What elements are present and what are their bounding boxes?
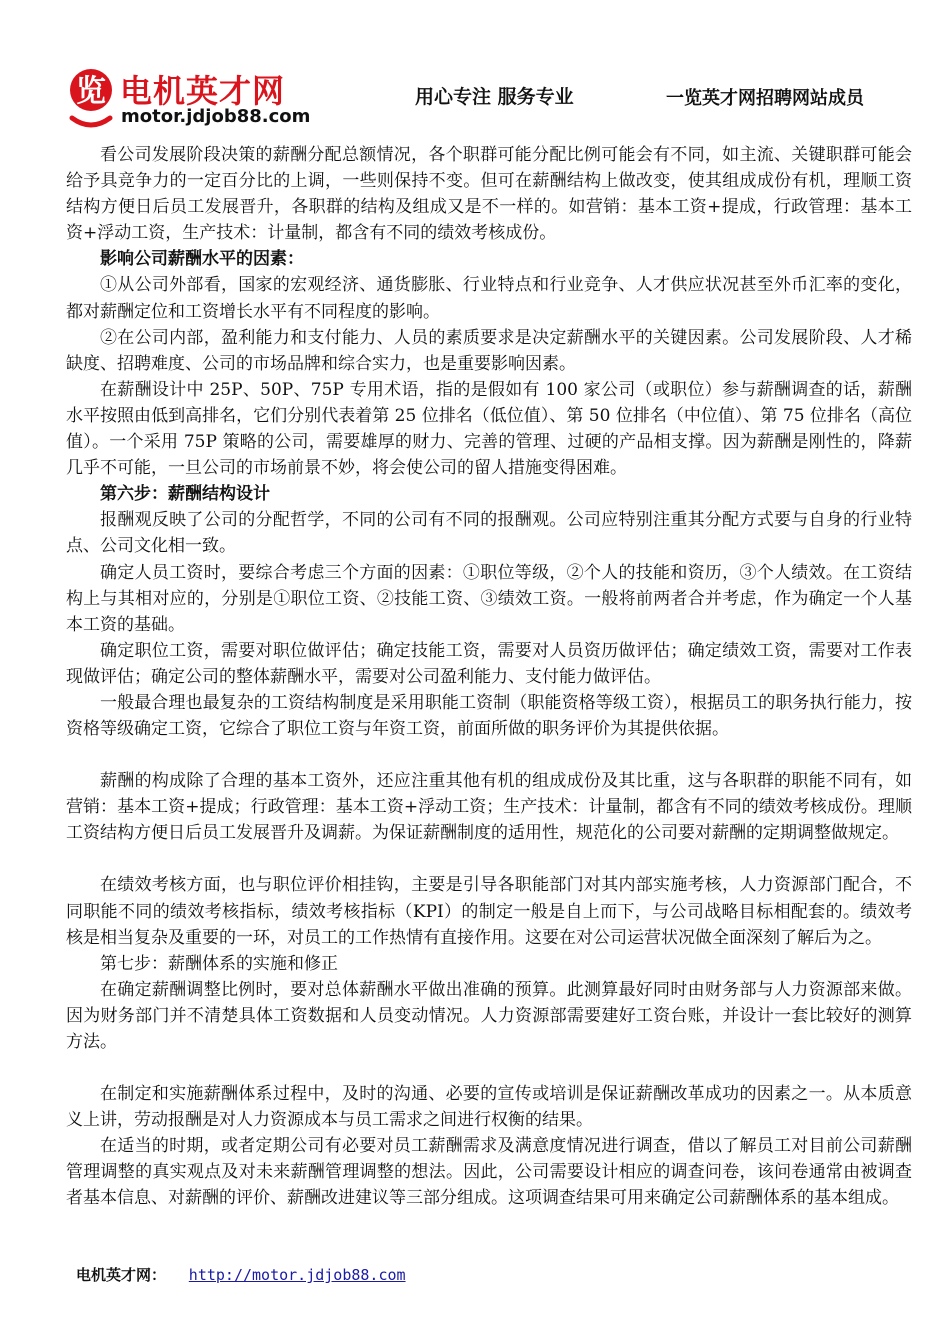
logo-brand-name: 电机英才网 [120, 72, 286, 110]
paragraph: ②在公司内部，盈利能力和支付能力、人员的素质要求是决定薪酬水平的关键因素。公司发展阶段、人才稀缺度、招聘难度、公司的市场品牌和综合实力，也是重要影响因素。 [66, 327, 912, 374]
paragraph: 在制定和实施薪酬体系过程中，及时的沟通、必要的宣传或培训是保证薪酬改革成功的因素之一。从本质意义上讲，劳动报酬是对人力资源成本与员工需求之间进行权衡的结果。 [66, 1084, 912, 1131]
section-heading: 影响公司薪酬水平的因素： [100, 249, 304, 270]
header-slogan: 用心专注 服务专业 [415, 86, 574, 108]
paragraph-spacer [66, 1055, 912, 1081]
logo-glyph: 览 [76, 74, 106, 109]
section-heading: 第六步：薪酬结构设计 [100, 484, 270, 505]
paragraph: 一般最合理也最复杂的工资结构制度是采用职能工资制（职能资格等级工资），根据员工的职务执行能力，按资格等级确定工资，它综合了职位工资与年资工资，前面所做的职务评价为其提供依据。 [66, 692, 912, 740]
paragraph: 在薪酬设计中 25P、50P、75P 专用术语，指的是假如有 100 家公司（或职位）参与薪酬调查的话，薪酬水平按照由低到高排名，它们分别代表着第 25 位排名（低位值）、第 50 位排名（中位值）、第 75 位排名（高位值）。一个采用 75P 策略的公司，需要雄厚的财力、完善的管理、过硬的产品相支撑。因为薪酬是刚性的，降薪几乎不可能，一旦公司的市场前景不妙，将会使公司的留人措施变得困难。 [66, 379, 912, 479]
paragraph: 第七步：薪酬体系的实施和修正 [100, 953, 338, 974]
paragraph-spacer [66, 742, 912, 768]
paragraph: 在确定薪酬调整比例时，要对总体薪酬水平做出准确的预算。此测算最好同时由财务部与人力资源部来做。因为财务部门并不清楚具体工资数据和人员变动情况。人力资源部需要建好工资台账，并设计一套比较好的测算方法。 [66, 979, 912, 1052]
site-logo[interactable] [64, 60, 324, 140]
footer-label: 电机英才网： [76, 1266, 167, 1284]
paragraph: 确定职位工资，需要对职位做评估；确定技能工资，需要对人员资历做评估；确定绩效工资，需要对工作表现做评估；确定公司的整体薪酬水平，需要对公司盈利能力、支付能力做评估。 [66, 640, 912, 687]
article-body [66, 142, 912, 1212]
logo-url: motor.jdjob88.com [121, 106, 311, 127]
paragraph: ①从公司外部看，国家的宏观经济、通货膨胀、行业特点和行业竞争、人才供应状况甚至外币汇率的变化，都对薪酬定位和工资增长水平有不同程度的影响。 [66, 275, 912, 322]
footer-link[interactable]: http://motor.jdjob88.com [188, 1266, 406, 1284]
paragraph: 看公司发展阶段决策的薪酬分配总额情况，各个职群可能分配比例可能会有不同，如主流、关键职群可能会给予具竞争力的一定百分比的上调，一些则保持不变。但可在薪酬结构上做改变，使其组成成份有机，理顺工资结构方便日后员工发展晋升，各职群的结构及组成又是不一样的。如营销：基本工资+提成，行政管理：基本工资+浮动工资，生产技术：计量制，都含有不同的绩效考核成份。 [66, 145, 912, 244]
paragraph: 在绩效考核方面，也与职位评价相挂钩，主要是引导各职能部门对其内部实施考核，人力资源部门配合，不同职能不同的绩效考核指标，绩效考核指标（KPI）的制定一般是自上而下，与公司战略目标相配套的。绩效考核是相当复杂及重要的一环，对员工的工作热情有直接作用。这要在对公司运营状况做全面深刻了解后为之。 [66, 875, 912, 948]
page-footer [76, 1264, 406, 1285]
paragraph: 在适当的时期，或者定期公司有必要对员工薪酬需求及满意度情况进行调查，借以了解员工对目前公司薪酬管理调整的真实观点及对未来薪酬管理调整的想法。因此，公司需要设计相应的调查问卷，该问卷通常由被调查者基本信息、对薪酬的评价、薪酬改进建议等三部分组成。这项调查结果可用来确定公司薪酬体系的基本组成。 [66, 1136, 912, 1209]
paragraph: 报酬观反映了公司的分配哲学，不同的公司有不同的报酬观。公司应特别注重其分配方式要与自身的行业特点、公司文化相一致。 [66, 510, 912, 557]
paragraph-spacer [66, 846, 912, 872]
paragraph: 薪酬的构成除了合理的基本工资外，还应注重其他有机的组成成份及其比重，这与各职群的职能不同有，如营销：基本工资+提成；行政管理：基本工资+浮动工资；生产技术：计量制，都含有不同的绩效考核成份。理顺工资结构方便日后员工发展晋升及调薪。为保证薪酬制度的适用性，规范化的公司要对薪酬的定期调整做规定。 [66, 771, 912, 844]
logo-icon [64, 60, 118, 136]
header-member-note: 一览英才网招聘网站成员 [666, 88, 864, 109]
paragraph: 确定人员工资时，要综合考虑三个方面的因素：①职位等级，②个人的技能和资历，③个人绩效。在工资结构上与其相对应的，分别是①职位工资、②技能工资、③绩效工资。一般将前两者合并考虑，作为确定一个人基本工资的基础。 [66, 562, 912, 635]
